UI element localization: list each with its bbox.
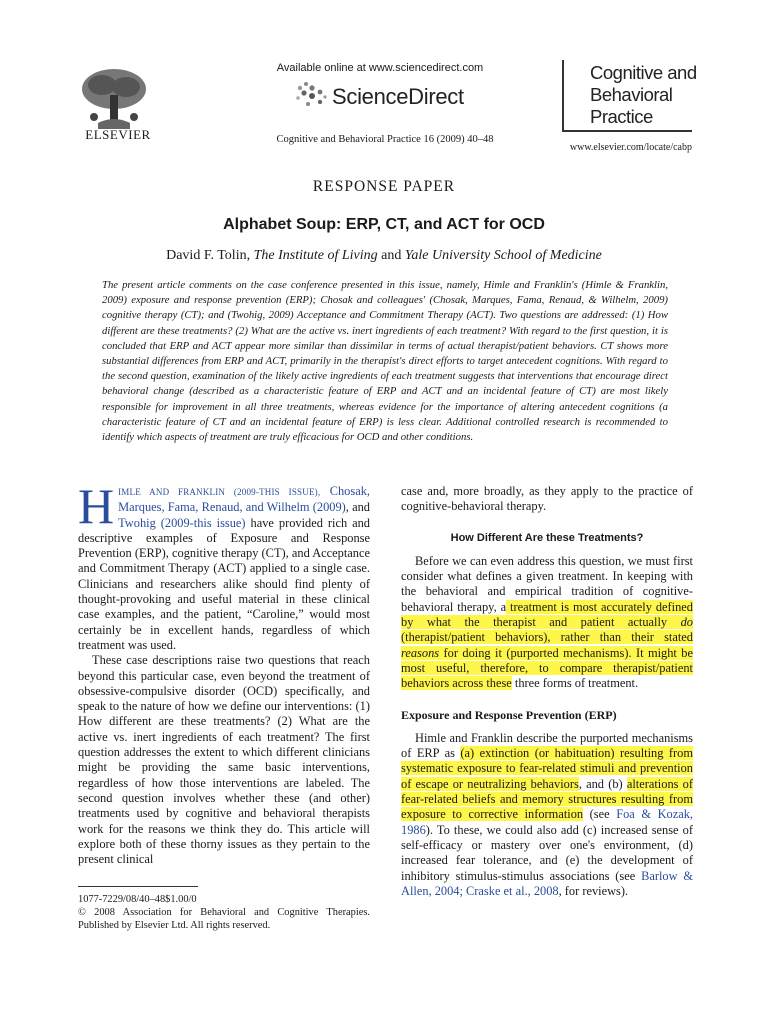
author-name: David F. Tolin, bbox=[166, 248, 251, 263]
continued-paragraph: case and, more broadly, as they apply to the practice of cognitive-behavioral therapy. bbox=[401, 484, 693, 514]
publisher-name: ELSEVIER bbox=[85, 127, 151, 142]
erp-see: (see bbox=[583, 807, 617, 822]
paragraph-erp bbox=[401, 731, 693, 899]
citation-link-foa[interactable]: Foa & Kozak, 1986 bbox=[401, 807, 693, 837]
highlight-1a: treatment is most accurately defined by what the therapist and patient actually bbox=[401, 599, 693, 630]
erp-after: ). To these, we could also add (c) increased sense of self-efficacy or mastery over one's environment, (d) increased fear tolerance, and (e) the development of inhibitory stimulus-stimulus associations (see bbox=[401, 822, 693, 883]
journal-url-link[interactable]: www.elsevier.com/locate/cabp bbox=[569, 142, 692, 153]
intro-connector: , and bbox=[345, 500, 370, 515]
erp-start: Himle and Franklin describe the purported mechanisms of ERP as bbox=[401, 730, 693, 761]
highlight-2a: (a) extinction (or habituation) resulting from systematic exposure to fear-related stimuli and prevention of escape or neutralizing behaviors bbox=[401, 746, 694, 791]
affiliation-connector: and bbox=[381, 248, 402, 263]
intro-smallcaps-citation[interactable]: IMLE AND FRANKLIN (2009-THIS ISSUE), bbox=[118, 487, 321, 497]
intro-paragraph bbox=[78, 478, 370, 653]
journal-logo-line-2: Behavioral bbox=[590, 84, 673, 105]
citation-link-chosak[interactable]: Chosak, Marques, Fama, Renaud, and Wilhelm (2009) bbox=[118, 484, 370, 515]
abstract: The present article comments on the case conference presented in this issue, namely, Himle and Franklin's (Himle & Franklin, 2009) exposure and response prevention (ERP); Chosak and colleagues' (Chosak, Marques, Fama, Renaud, & Wilhelm, 2009) cognitive therapy (CT); and (Twohig, 2009) Acceptance and Commitment Therapy (ACT). Two questions are addressed: (1) How different are these treatments? (2) What are the active vs. inert ingredients of each treatment? With regard to the first question, it is concluded that ERP and ACT appear more similar than dissimilar in terms of actual therapist/patient behaviors. CT shows more substantial differences from ERP and ACT, primarily in the therapist's direct efforts to target antecedent cognitions. With regard to the second question, examination of the likely active ingredients of each treatment suggests that interventions that encourage direct behavioral change (described as a characteristic feature of ERP and ACT and an incidental feature of CT) are most likely responsible for improvement in all three treatments, whereas evidence for the importance of altering antecedent cognitions (a characteristic feature of CT and an incidental feature of ERP) is less clear. Additional controlled research is recommended to identify which aspects of treatment are truly efficacious for OCD and other conditions. bbox=[102, 279, 668, 444]
highlight-1b: (therapist/patient behaviors), rather than their stated bbox=[401, 630, 693, 645]
highlight-do: do bbox=[680, 615, 693, 630]
definition-end: three forms of treatment. bbox=[511, 676, 639, 691]
highlight-1c: for doing it (purported mechanisms). It might be most useful, therefore, to compare therapist/patient behaviors across these bbox=[401, 645, 693, 691]
erp-mid: , and (b) bbox=[578, 776, 627, 791]
left-column bbox=[78, 478, 370, 867]
citation-link-twohig[interactable]: Twohig (2009-this issue) bbox=[118, 515, 246, 530]
definition-start: Before we can even address this question, we must first consider what defines a given treatment. In keeping with the behavioral and empirical tradition of cognitive-behavioral therapy, a bbox=[401, 553, 693, 614]
footnote bbox=[78, 893, 370, 932]
article-type: RESPONSE PAPER bbox=[312, 178, 456, 195]
journal-citation: Cognitive and Behavioral Practice 16 (2009) 40–48 bbox=[276, 134, 494, 145]
footnote-divider bbox=[78, 886, 198, 887]
paragraph-2: These case descriptions raise two questions that reach beyond this particular case, even beyond the treatment of obsessive-compulsive disorder (OCD) specifically, and speak to the nature of how we define our interventions: (1) How different are these treatments? (2) What are the active vs. inert ingredients of each treatment? The first question addresses the extent to which different clinicians might be providing the same basic interventions, regardless of how those interventions are labeled. The second question involves whether these (and other) treatments used by cognitive and behavioral therapists work for the reasons we think they do. This article will explore both of these thorny issues as they pertain to the present clinical bbox=[78, 653, 370, 867]
right-column bbox=[401, 484, 693, 899]
citation-link-barlow-craske[interactable]: Barlow & Allen, 2004; Craske et al., 2008 bbox=[401, 868, 694, 898]
highlight-reasons: reasons bbox=[401, 645, 440, 660]
journal-logo-title bbox=[590, 62, 700, 128]
journal-logo-line-1: Cognitive and bbox=[590, 62, 697, 83]
footnote-copyright: © 2008 Association for Behavioral and Cognitive Therapies. Published by Elsevier Ltd. All rights reserved. bbox=[78, 907, 370, 931]
erp-end: , for reviews). bbox=[558, 883, 629, 898]
paragraph-definition bbox=[401, 554, 693, 692]
author-line bbox=[0, 248, 768, 264]
available-online-text[interactable]: Available online at www.sciencedirect.com bbox=[276, 62, 484, 74]
highlight-2b: alterations of fear-related beliefs and memory structures resulting from exposure to corrective information bbox=[401, 776, 693, 822]
affiliation-2: Yale University School of Medicine bbox=[404, 248, 602, 263]
intro-body: have provided rich and descriptive examples of Exposure and Response Prevention (ERP), cognitive therapy (CT), and Acceptance and Commitment Therapy (ACT) applied to a single case. Clinicians and researchers alike should find plenty of thought-provoking and useful material in these clinical case examples, and the patient, “Caroline,” would most certainly be in excellent hands, regardless of which treatment was used. bbox=[78, 515, 370, 652]
drop-cap: H bbox=[78, 478, 115, 534]
section-heading-treatments: How Different Are these Treatments? bbox=[450, 531, 644, 544]
sciencedirect-wordmark: ScienceDirect bbox=[332, 84, 464, 109]
section-heading-erp: Exposure and Response Prevention (ERP) bbox=[401, 707, 617, 722]
article-title: Alphabet Soup: ERP, CT, and ACT for OCD bbox=[223, 216, 545, 233]
footnote-issn: 1077-7229/08/40–48$1.00/0 bbox=[78, 894, 197, 905]
journal-logo-line-3: Practice bbox=[590, 106, 653, 127]
affiliation-1: The Institute of Living bbox=[253, 248, 378, 263]
